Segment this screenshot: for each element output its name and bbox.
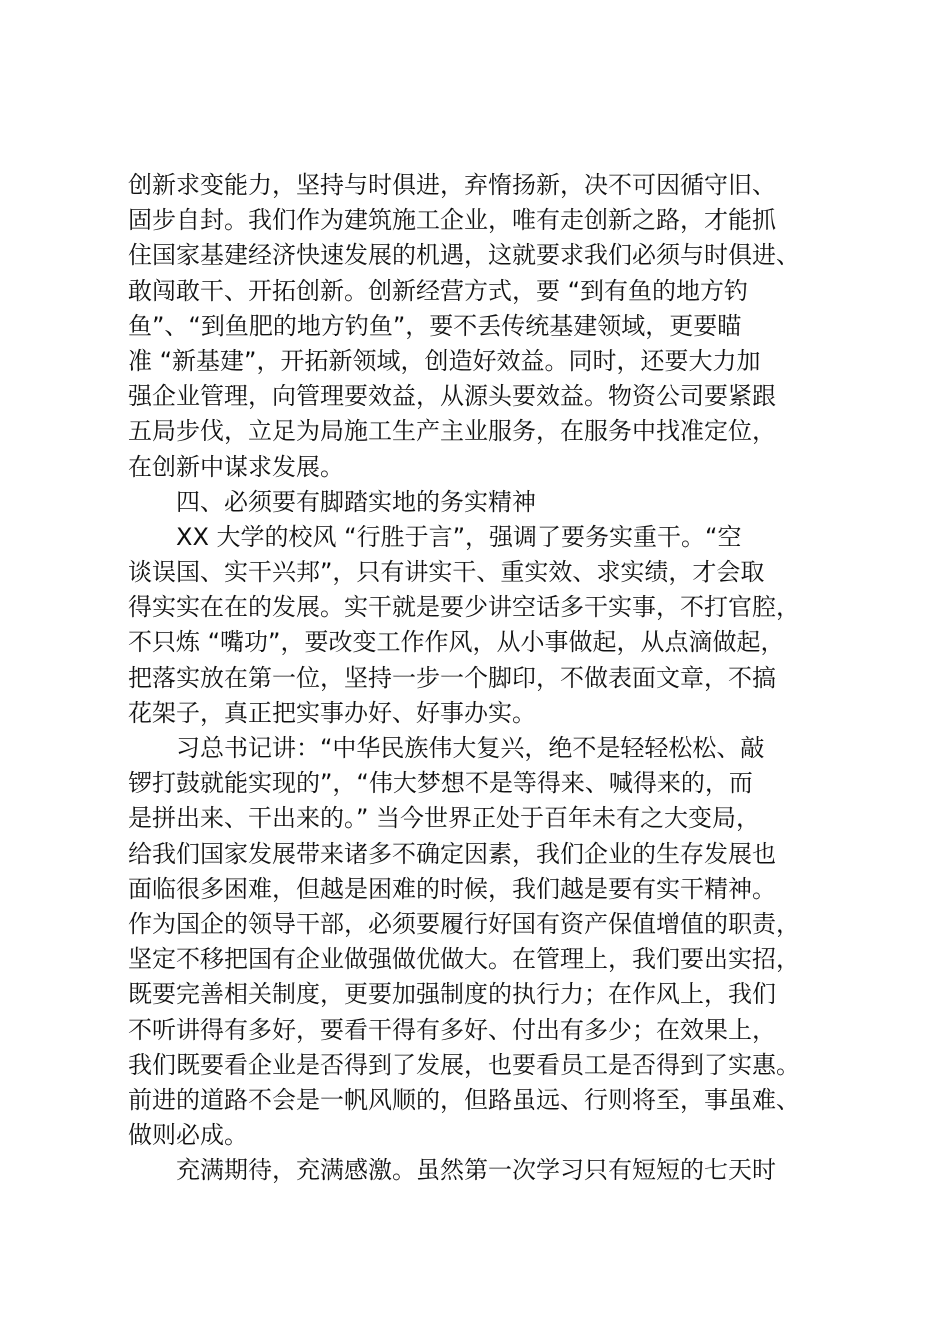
section-heading: 四、必须要有脚踏实地的务实精神: [176, 487, 536, 516]
text-line: 把落实放在第一位，坚持一步一个脚印，不做表面文章，不搞: [128, 663, 776, 692]
text-line: 作为国企的领导干部，必须要履行好国有资产保值增值的职责，: [128, 909, 800, 938]
text-line: 坚定不移把国有企业做强做优做大。在管理上，我们要出实招，: [128, 945, 800, 974]
text-line: 固步自封。我们作为建筑施工企业，唯有走创新之路，才能抓: [128, 206, 776, 235]
text-line: 面临很多困难，但越是困难的时候，我们越是要有实干精神。: [128, 874, 776, 903]
text-line: 敢闯敢干、开拓创新。创新经营方式，要 “到有鱼的地方钓: [128, 276, 749, 305]
text-line: 习总书记讲：“中华民族伟大复兴，绝不是轻轻松松、敲: [176, 734, 765, 762]
text-line: 充满期待，充满感激。虽然第一次学习只有短短的七天时: [176, 1156, 776, 1185]
text-line: 前进的道路不会是一帆风顺的，但路虽远、行则将至，事虽难、: [128, 1085, 800, 1114]
body-text: [128, 168, 858, 1188]
text-line: 我们既要看企业是否得到了发展，也要看员工是否得到了实惠。: [128, 1050, 800, 1079]
text-line: 给我们国家发展带来诸多不确定因素，我们企业的生存发展也: [128, 839, 776, 868]
text-line: 不听讲得有多好，要看干得有多好、付出有多少；在效果上，: [128, 1015, 776, 1044]
text-line: 得实实在在的发展。实干就是要少讲空话多干实事，不打官腔，: [128, 593, 800, 622]
text-line: 既要完善相关制度，更要加强制度的执行力；在作风上，我们: [128, 980, 776, 1009]
text-line: 鱼”、“到鱼肥的地方钓鱼”，要不丢传统基建领域，更要瞄: [128, 311, 742, 340]
text-line: 是拼出来、干出来的。” 当今世界正处于百年未有之大变局，: [128, 804, 761, 833]
text-line: 创新求变能力，坚持与时俱进，弃惰扬新，决不可因循守旧、: [128, 171, 776, 199]
text-line: 五局步伐，立足为局施工生产主业服务，在服务中找准定位，: [128, 417, 776, 446]
text-line: 花架子，真正把实事办好、好事办实。: [128, 698, 536, 727]
text-line: 不只炼 “嘴功”，要改变工作作风，从小事做起，从点滴做起，: [128, 628, 785, 657]
text-line: 在创新中谋求发展。: [128, 452, 344, 481]
text-line: 锣打鼓就能实现的”，“伟大梦想不是等得来、喊得来的，而: [128, 769, 753, 798]
text-line: 做则必成。: [128, 1121, 248, 1150]
text-line: 强企业管理，向管理要效益，从源头要效益。物资公司要紧跟: [128, 382, 776, 411]
text-line: 准 “新基建”，开拓新领域，创造好效益。同时，还要大力加: [128, 346, 761, 375]
text-line: XX 大学的校风 “行胜于言”，强调了要务实重干。“空: [176, 522, 742, 551]
text-line: 谈误国、实干兴邦”，只有讲实干、重实效、求实绩，才会取: [128, 558, 765, 587]
text-line: 住国家基建经济快速发展的机遇，这就要求我们必须与时俱进、: [128, 241, 800, 270]
